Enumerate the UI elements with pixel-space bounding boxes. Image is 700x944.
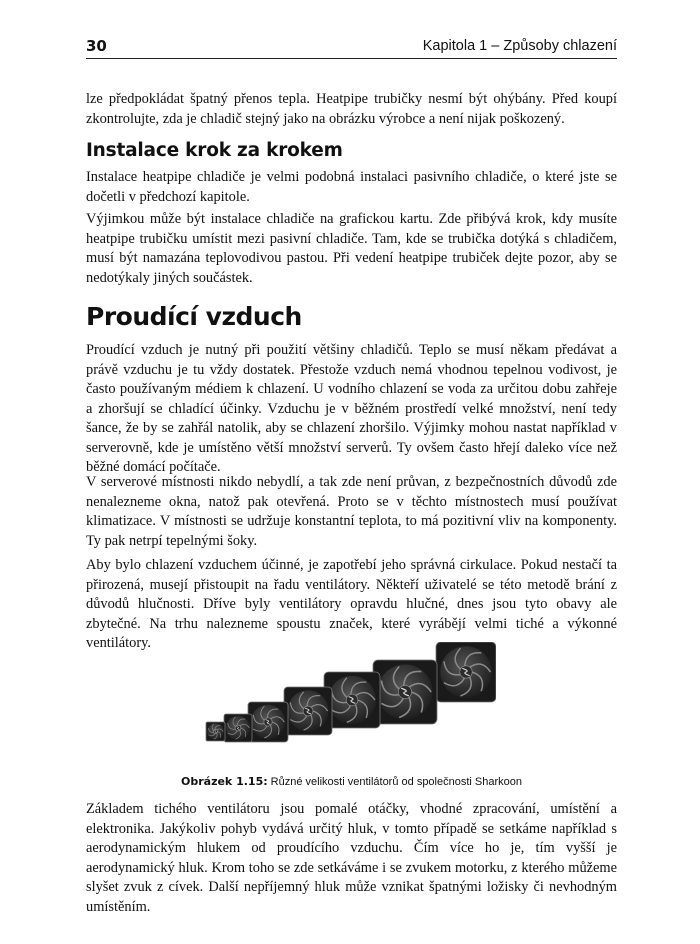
fan-image bbox=[284, 687, 332, 735]
paragraph-air-2: V serverové místnosti nikdo nebydlí, a tak zde není průvan, z bezpečnostních důvodů zde nenalezneme okna, natož pak otevřená. Proto se v těchto místnostech musí používat klimatizace. V místnosti se udržuje konstantní teplota, to má pozitivní vliv na komponenty. Ty pak netrpí tepelnými šoky. bbox=[86, 474, 617, 549]
section-heading-install: Instalace krok za krokem bbox=[86, 140, 343, 161]
paragraph-intro: lze předpokládat špatný přenos tepla. Heatpipe trubičky nesmí být ohýbány. Před koupí zkontrolujte, zda je chladič stejný jako na obrázku výrobce a není nijak poškozený. bbox=[86, 91, 617, 127]
caption-text: Různé velikosti ventilátorů od společnosti Sharkoon bbox=[267, 776, 522, 788]
chapter-heading-air: Proudící vzduch bbox=[86, 302, 302, 331]
paragraph-install-2: Výjimkou může být instalace chladiče na grafickou kartu. Zde přibývá krok, kdy musíte heatpipe trubičku umístit mezi pasivní chladiče. Tam, kde se trubička dotýká s chladičem, musí být namazána teplovodivou pastou. Při vedení heatpipe trubiček dejte pozor, aby se nedotýkaly jiných součástek. bbox=[86, 211, 617, 286]
figure-caption bbox=[86, 775, 617, 788]
paragraph-install-1: Instalace heatpipe chladiče je velmi podobná instalaci pasivního chladiče, o které jste se dočetli v předchozí kapitole. bbox=[86, 169, 617, 205]
paragraph-air-1: Proudící vzduch je nutný při použití většiny chladičů. Teplo se musí někam předávat a právě vzduchu je tu vždy dostatek. Přestože vzduch nemá vhodnou tepelnou vodivost, je často používaným médiem k chlazení. U vodního chlazení se voda za určitou dobu zahřeje a zhoršují se chladící účinky. Vzduchu je v běžném prostředí velké množství, není tedy šance, že by se zahřál natolik, aby se chlazení zhoršilo. Výjimky mohou nastat například v serverovně, kde je umístěno větší množství serverů. Ty ovšem často hřejí daleko více než běžné domácí počítače. bbox=[86, 342, 617, 475]
paragraph-air-3: Aby bylo chlazení vzduchem účinné, je zapotřebí jeho správná cirkulace. Pokud nestačí ta přirozená, musejí přistoupit na řadu ventilátory. Někteří uživatelé se této metodě brání z důvodů hlučnosti. Dříve byly ventilátory opravdu hlučné, dnes jsou tyto obavy ale zbytečné. Na trhu nalezneme spoustu značek, které vyrábějí velmi tiché a výkonné ventilátory. bbox=[86, 557, 617, 651]
chapter-title: Kapitola 1 – Způsoby chlazení bbox=[422, 38, 617, 54]
caption-label: Obrázek 1.15: bbox=[181, 775, 268, 788]
fan-image bbox=[206, 722, 225, 741]
fan-image bbox=[373, 660, 437, 724]
fan-image bbox=[224, 714, 252, 742]
paragraph-noise: Základem tichého ventilátoru jsou pomalé otáčky, vhodné zpracování, umístění a elektronika. Jakýkoliv pohyb vydává určitý hluk, v tomto případě se setkáme například s aerodynamickým hlukem od proudícího vzduchu. Čím více ho je, tím vyšší je aerodynamický hluk. Krom toho se zde setkáváme i se zvukem motorku, z kterého můžeme slyšet zvuk z cívek. Další nepříjemný hluk může vznikat špatnými ložisky či nevhodným umístěním. bbox=[86, 801, 617, 915]
fan-image bbox=[248, 702, 288, 742]
fan-image bbox=[436, 642, 496, 702]
fans-figure bbox=[196, 642, 496, 770]
page-number: 30 bbox=[86, 37, 107, 55]
page-header bbox=[86, 32, 617, 59]
